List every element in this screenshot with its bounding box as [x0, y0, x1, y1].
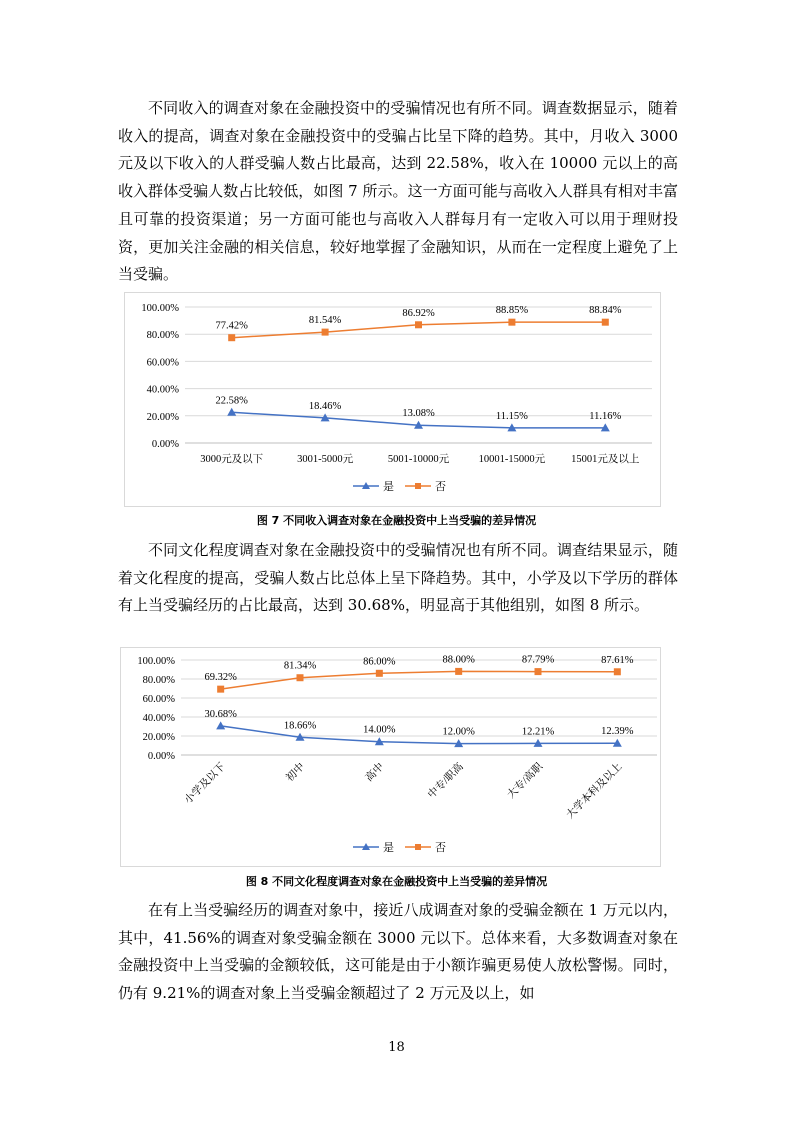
data-label: 18.46%: [308, 400, 342, 412]
data-point-no: [376, 670, 383, 677]
legend-label: 否: [435, 842, 446, 854]
x-tick-label: 小学及以下: [182, 761, 228, 807]
data-label: 22.58%: [215, 395, 248, 407]
data-point-no: [322, 329, 329, 336]
x-tick-label: 15001元及以上: [571, 454, 640, 465]
data-label: 88.85%: [495, 305, 529, 317]
series-line-yes: [221, 726, 618, 744]
data-point-no: [508, 319, 515, 326]
y-tick-label: 40.00%: [146, 384, 179, 396]
data-label: 12.39%: [601, 726, 634, 738]
x-tick-label: 5001-10000元: [387, 454, 450, 465]
data-label: 86.00%: [363, 656, 396, 668]
figure-8-caption: 图 8 不同文化程度调查对象在金融投资中上当受骗的差异情况: [245, 875, 548, 888]
legend-label: 是: [383, 481, 394, 493]
y-tick-label: 100.00%: [141, 303, 179, 314]
x-tick-label: 高中: [363, 761, 387, 784]
y-tick-label: 60.00%: [142, 694, 175, 705]
figure-7-caption: 图 7 不同收入调查对象在金融投资中上当受骗的差异情况: [256, 514, 537, 527]
paragraph-education: 不同文化程度调查对象在金融投资中的受骗情况也有所不同。调查结果显示，随着文化程度的提高，受骗人数占比总体上呈下降趋势。其中，小学及以下学历的群体有上当受骗经历的占比最高，达到 30.68%，明显高于其他组别，如图 8 所示。: [118, 541, 678, 615]
data-label: 12.21%: [521, 726, 555, 738]
data-point-yes: [216, 721, 225, 729]
x-tick-label: 中专/职高: [426, 761, 466, 801]
data-point-no: [614, 668, 621, 675]
data-point-no: [535, 668, 542, 675]
chart-income-svg: [125, 293, 660, 506]
data-label: 11.16%: [589, 410, 622, 422]
legend-marker-no: [415, 844, 421, 850]
x-tick-label: 初中: [284, 761, 308, 784]
chart-education: [120, 647, 661, 867]
x-tick-label: 3001-5000元: [297, 454, 354, 465]
paragraph-amount: 在有上当受骗经历的调查对象中，接近八成调查对象的受骗金额在 1 万元以内，其中，41.56%的调查对象受骗金额在 3000 元以下。总体来看，大多数调查对象在金融投资中上当受骗的金额较低，这可能是由于小额诈骗更易使人放松警惕。同时，仍有 9.21%的调查对象上当受骗金额超过了 2 万元及以上，如: [118, 901, 678, 1003]
data-label: 30.68%: [204, 708, 237, 720]
data-label: 86.92%: [402, 307, 435, 319]
y-tick-label: 80.00%: [146, 330, 179, 342]
y-tick-label: 20.00%: [146, 411, 179, 423]
data-label: 11.15%: [495, 410, 528, 422]
data-point-no: [217, 686, 224, 693]
data-label: 14.00%: [363, 724, 396, 736]
x-tick-label: 大专/高职: [505, 761, 546, 801]
chart-education-svg: [121, 648, 660, 866]
data-label: 77.42%: [215, 320, 248, 332]
legend-label: 是: [383, 842, 394, 854]
y-tick-label: 100.00%: [137, 656, 175, 667]
data-label: 69.32%: [204, 672, 237, 684]
data-point-no: [228, 334, 235, 341]
paragraph-income: 不同收入的调查对象在金融投资中的受骗情况也有所不同。调查数据显示，随着收入的提高，调查对象在金融投资中的受骗占比呈下降的趋势。其中，月收入 3000 元及以下收入的人群受骗人数占比最高，达到 22.58%，收入在 10000 元以上的高收入群体受骗人数占比较低，如图 7 所示。这一方面可能与高收入人群具有相对丰富且可靠的投资渠道；另一方面可能也与高收入人群每月有一定收入可以用于理财投资，更加关注金融的相关信息，较好地掌握了金融知识，从而在一定程度上避免了上当受骗。: [118, 99, 678, 284]
y-tick-label: 0.00%: [147, 751, 175, 762]
legend-label: 否: [435, 481, 446, 493]
y-tick-label: 20.00%: [142, 732, 175, 743]
chart-income: [124, 292, 661, 507]
y-tick-label: 80.00%: [142, 675, 175, 686]
data-label: 88.00%: [442, 654, 475, 666]
legend-marker-no: [415, 483, 421, 489]
data-label: 12.00%: [442, 726, 475, 738]
y-tick-label: 60.00%: [146, 357, 179, 369]
data-label: 13.08%: [402, 408, 435, 420]
data-point-no: [602, 319, 609, 326]
x-tick-label: 大学本科及以上: [564, 761, 625, 822]
x-tick-label: 3000元及以下: [200, 454, 264, 465]
data-point-no: [415, 321, 422, 328]
data-label: 81.54%: [308, 315, 342, 327]
data-label: 88.84%: [589, 305, 622, 317]
data-point-no: [297, 674, 304, 681]
page-number: 18: [388, 1040, 405, 1055]
x-tick-label: 10001-15000元: [478, 454, 546, 465]
data-label: 87.61%: [601, 654, 634, 666]
data-point-no: [455, 668, 462, 675]
data-label: 18.66%: [283, 720, 317, 732]
y-tick-label: 40.00%: [142, 713, 175, 724]
series-line-no: [221, 671, 618, 689]
data-label: 87.79%: [521, 654, 555, 666]
data-label: 81.34%: [283, 660, 317, 672]
y-tick-label: 0.00%: [151, 439, 179, 450]
